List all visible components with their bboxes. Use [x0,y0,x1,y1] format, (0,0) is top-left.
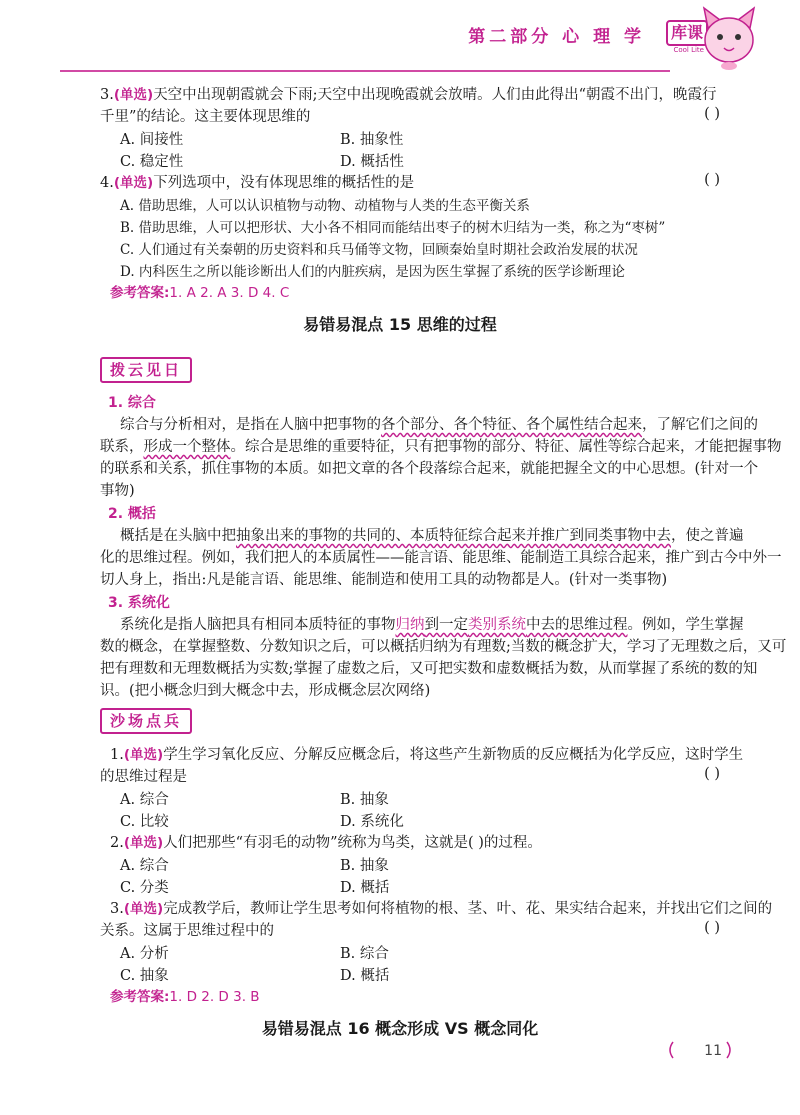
option-c: C. 分类 [120,880,169,896]
option-b: B. 抽象性 [340,132,404,148]
page-number: 11 [704,1043,722,1059]
brand-logo: 库课 [666,20,708,46]
emphasis-text: 归纳 [395,617,425,633]
answer-blank: ( ) [704,766,720,782]
text-span: 系统化是指人脑把具有相同本质特征的事物 [120,617,396,633]
text-span: 。例如，学生掌握 [627,617,744,633]
option-a: A. 借助思维，人可以认识植物与动物、动植物与人类的生态平衡关系 [120,198,530,214]
paragraph-line [100,436,782,458]
question-3-cont [100,106,720,128]
question-text: 学生学习氧化反应、分解反应概念后，将这些产生新物质的反应概括为化学反应，这时学生 [163,747,744,763]
question-number: 3. [110,901,124,917]
text-span: ，了解它们之间的 [642,417,758,433]
text-span: 联系， [100,439,144,455]
subhead-synthesis: 1. 综合 [108,395,156,411]
badge-practice: 沙场点兵 [100,708,192,734]
option-a: A. 综合 [120,858,169,874]
paragraph-line: 化的思维过程。例如，我们把人的本质属性——能言语、能思维、能制造工具综合起来，推广到古今中外一 [100,550,782,566]
question-type-tag: (单选) [113,87,154,103]
emphasis-text: 形成一个整体 [143,439,231,455]
question-number: 1. [110,747,124,763]
text-span: 综合与分析相对，是指在人脑中把事物的 [120,417,381,433]
question-text: 人们把那些“有羽毛的动物”统称为鸟类，这就是( )的过程。 [163,835,542,851]
answer-blank: ( ) [704,920,720,936]
answer-key-label: 参考答案: [110,285,170,301]
question-number: 3. [100,87,114,103]
question-text: 下列选项中，没有体现思维的概括性的是 [153,175,415,191]
emphasis-text: 各个部分、各个特征、各个属性结合起来 [381,417,642,433]
paragraph-line: 切人身上，指出:凡是能言语、能思维、能制造和使用工具的动物都是人。(针对一类事物) [100,572,668,588]
question-type-tag: (单选) [123,835,164,851]
header-rule [60,70,670,72]
answer-key [110,986,720,1008]
option-c: C. 稳定性 [120,154,184,170]
option-d: D. 系统化 [340,814,404,830]
question-2 [110,832,720,854]
brand-logo-subtitle: Cool Lite [673,46,704,54]
option-a: A. 综合 [120,792,169,808]
question-3b-cont: 关系。这属于思维过程中的 [100,923,274,939]
badge-concept: 拨云见日 [100,357,192,383]
answer-key-label: 参考答案: [110,989,170,1005]
question-1-cont: 的思维过程是 [100,769,187,785]
option-b: B. 抽象 [340,792,389,808]
question-text: 完成教学后，教师让学生思考如何将植物的根、茎、叶、花、果实结合起来，并找出它们之间的 [163,901,773,917]
mascot-icon [698,6,760,72]
option-d: D. 概括 [340,880,390,896]
question-type-tag: (单选) [113,175,154,191]
paragraph-line: 把有理数和无理数概括为实数;掌握了虚数之后，又可把实数和虚数概括为数，从而掌握了系统的数的知 [100,661,758,677]
paragraph-line: 事物) [100,483,135,499]
option-c: C. 抽象 [120,968,169,984]
answer-key [110,282,720,304]
question-text: 天空中出现朝霞就会下雨;天空中出现晚霞就会放晴。人们由此得出“朝霞不出门，晚霞行 [153,87,717,103]
text-span: 。综合是思维的重要特征，只有把事物的部分、特征、属性等综合起来，才能把握事物 [230,439,782,455]
subhead-generalization: 2. 概括 [108,506,156,522]
emphasis-text: 到一定 [424,617,468,633]
question-number: 2. [110,835,124,851]
text-span: 概括是在头脑中把 [120,528,236,544]
question-1 [110,744,744,766]
option-d: D. 内科医生之所以能诊断出人们的内脏疾病，是因为医生掌握了系统的医学诊断理论 [120,264,625,280]
option-d: D. 概括 [340,968,390,984]
paragraph-line: 数的概念，在掌握整数、分数知识之后，可以概括归纳为有理数;当数的概念扩大，学习了无理数之后，又可 [100,639,787,655]
paragraph-line [120,614,744,636]
question-3 [100,84,720,106]
question-3b [110,898,773,920]
question-type-tag: (单选) [123,747,164,763]
section-title-16: 易错易混点 16 概念形成 VS 概念同化 [261,1019,539,1038]
answer-blank: ( ) [704,106,720,122]
option-b: B. 抽象 [340,858,389,874]
text-span: ，使之普遍 [671,528,744,544]
paragraph-line [120,414,758,436]
emphasis-text: 类别系统 [468,617,526,633]
page-number-ornament [665,1038,735,1062]
option-a: A. 间接性 [120,132,184,148]
subhead-systematization: 3. 系统化 [108,595,170,611]
header-title: 第二部分 心 理 学 [468,27,645,47]
paragraph-line [120,525,744,547]
option-a: A. 分析 [120,946,169,962]
option-b: B. 综合 [340,946,389,962]
option-c: C. 比较 [120,814,169,830]
option-d: D. 概括性 [340,154,404,170]
paragraph-line: 识。(把小概念归到大概念中去，形成概念层次网络) [100,683,431,699]
question-type-tag: (单选) [123,901,164,917]
section-title-15: 易错易混点 15 思维的过程 [303,315,497,334]
option-b: B. 借助思维，人可以把形状、大小各不相同而能结出枣子的树木归结为一类，称之为“枣树” [120,220,666,236]
emphasis-text: 抽象出来的事物的共同的、本质特征综合起来并推广到同类事物中去 [236,528,671,544]
question-text: 千里”的结论。这主要体现思维的 [100,109,311,125]
answer-blank: ( ) [704,172,720,188]
paragraph-line: 的联系和关系，抓住事物的本质。如把文章的各个段落综合起来，就能把握全文的中心思想。(针对一个 [100,461,759,477]
answer-key-value: 1. A 2. A 3. D 4. C [169,285,290,301]
emphasis-text: 中去的思维过程 [526,617,628,633]
answer-key-value: 1. D 2. D 3. B [169,989,260,1005]
question-number: 4. [100,175,114,191]
option-c: C. 人们通过有关秦朝的历史资料和兵马俑等文物，回顾秦始皇时期社会政治发展的状况 [120,242,638,258]
question-4 [100,172,720,194]
